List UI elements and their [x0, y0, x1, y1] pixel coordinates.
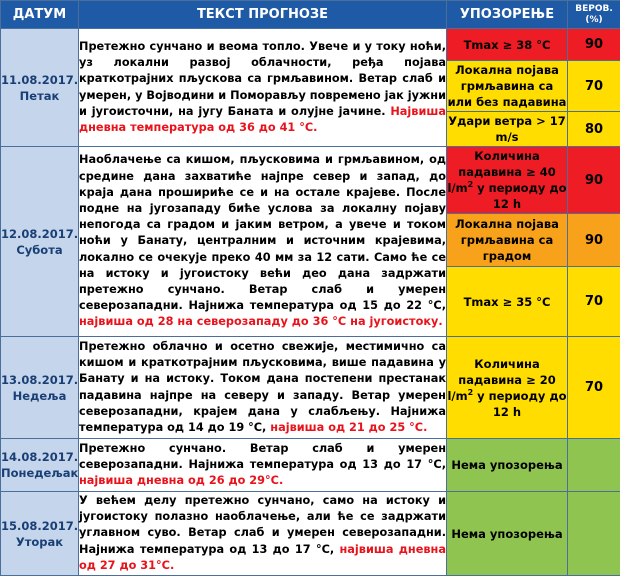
forecast-highlight: највиша дневна од 26 до 29°C.	[79, 474, 283, 487]
forecast-text	[79, 337, 447, 439]
probability-cell: 80	[568, 112, 620, 147]
warning-cell: Нема упозорења	[447, 492, 568, 576]
forecast-text	[79, 29, 447, 147]
header-probability-label: ВЕРОВ.	[575, 4, 613, 14]
probability-cell: 90	[568, 214, 620, 267]
table-row	[1, 439, 620, 492]
header-date: ДАТУМ	[1, 1, 79, 29]
date-cell	[1, 147, 79, 337]
forecast-highlight: највиша од 21 до 25 °C.	[270, 421, 427, 434]
weekday-value: Недеља	[1, 388, 78, 404]
weekday-value: Понедељак	[1, 465, 78, 481]
forecast-highlight: Највиша дневна температура од 36 до 41 °C.	[79, 105, 446, 134]
table-row	[1, 29, 620, 61]
date-value: 12.08.2017.	[1, 226, 78, 242]
date-cell	[1, 492, 79, 576]
warning-label-superscript: 2	[468, 180, 474, 189]
table-row	[1, 147, 620, 214]
table-row	[1, 492, 620, 576]
probability-cell	[568, 439, 620, 492]
forecast-body: Наоблачење са кишом, пљусковима и грмљавином, од средине дана захватиће најпре север и запад, до краја дана прошириће се и на остале крајеве. После подне на југозападу биће услова за локалну појаву непогода са градом и јаким ветром, а увече и током ноћи у Банату, централним и источним крајевима, локално се очекује преко 40 мм за 12 сати. Само ће се на истоку и југоистоку већи део дана задржати претежно сунчано. Ветар слаб и умерен северозападни. Најнижа температура од 15 до 22 °C,	[79, 153, 446, 312]
warning-cell	[447, 147, 568, 214]
header-text: ТЕКСТ ПРОГНОЗЕ	[79, 1, 447, 29]
date-value: 15.08.2017.	[1, 518, 78, 534]
forecast-body: Претежно сунчано. Ветар слаб и умерен северозападни. Најнижа температура од 13 до 17 °C,	[79, 442, 446, 471]
warning-label-superscript: 2	[468, 388, 474, 397]
forecast-body: У већем делу претежно сунчано, само на истоку и југоистоку пoлазно наоблачење, али ће се задржати углавном суво. Ветар слаб и умерен северозападни. Најнижа температура од 13 до 17 °C,	[79, 494, 446, 556]
date-value: 13.08.2017.	[1, 372, 78, 388]
probability-cell: 90	[568, 29, 620, 61]
forecast-text	[79, 492, 447, 576]
header-warning: УПОЗОРЕЊЕ	[447, 1, 568, 29]
probability-cell: 90	[568, 147, 620, 214]
date-cell	[1, 337, 79, 439]
forecast-highlight: највиша дневна од 27 до 31°C.	[79, 543, 446, 572]
probability-cell: 70	[568, 337, 620, 439]
probability-cell: 70	[568, 267, 620, 337]
warning-cell: Tmax ≥ 35 °C	[447, 267, 568, 337]
warning-label-suffix: у периоду до 12 h	[473, 181, 566, 211]
warning-label: Количина падавина ≥ 40 l/m	[447, 149, 555, 195]
forecast-body: Претежно облачно и осетно свежије, местимично са кишом и краткотрајним пљусковима, више падавина у Банату и на истоку. Током дана постепени престанак падавина најпре на северу и западу. Ветар умерен северозападни, крајем дана у слабљењу. Најнижа температура од 14 до 19 °C,	[79, 340, 446, 434]
forecast-text	[79, 439, 447, 492]
forecast-highlight: највиша од 28 на северозападу до 36 °C на југоистоку.	[79, 315, 443, 328]
warning-cell: Нема упозорења	[447, 439, 568, 492]
date-value: 14.08.2017.	[1, 449, 78, 465]
warning-cell: Tmax ≥ 38 °C	[447, 29, 568, 61]
warning-cell: Локална појава грмљавина са градом	[447, 214, 568, 267]
warning-cell: Удари ветра > 17 m/s	[447, 112, 568, 147]
weekday-value: Субота	[1, 242, 78, 258]
probability-cell	[568, 492, 620, 576]
weekday-value: Уторак	[1, 534, 78, 550]
date-cell	[1, 439, 79, 492]
date-cell	[1, 29, 79, 147]
probability-cell: 70	[568, 61, 620, 112]
warning-label-suffix: у периоду до 12 h	[473, 389, 566, 419]
forecast-text	[79, 147, 447, 337]
forecast-body: Претежно сунчано и веома топло. Увече и у току ноћи, уз локални развој облачности, ређа појава краткотрајних пљускова са грмљавином. Ветар слаб и умерен, у Војводини и Поморављу повремено јак јужни и југоисточни, на југу Баната и олујне јачине.	[79, 40, 446, 118]
table-row	[1, 337, 620, 439]
header-probability-unit: (%)	[585, 15, 602, 25]
warning-cell	[447, 337, 568, 439]
header-probability	[568, 1, 620, 29]
warning-cell: Локална појава грмљавина са или без падавина	[447, 61, 568, 112]
weekday-value: Петак	[1, 88, 78, 104]
date-value: 11.08.2017.	[1, 72, 78, 88]
header-row	[1, 1, 620, 29]
warning-label: Количина падавина ≥ 20 l/m	[447, 357, 555, 403]
